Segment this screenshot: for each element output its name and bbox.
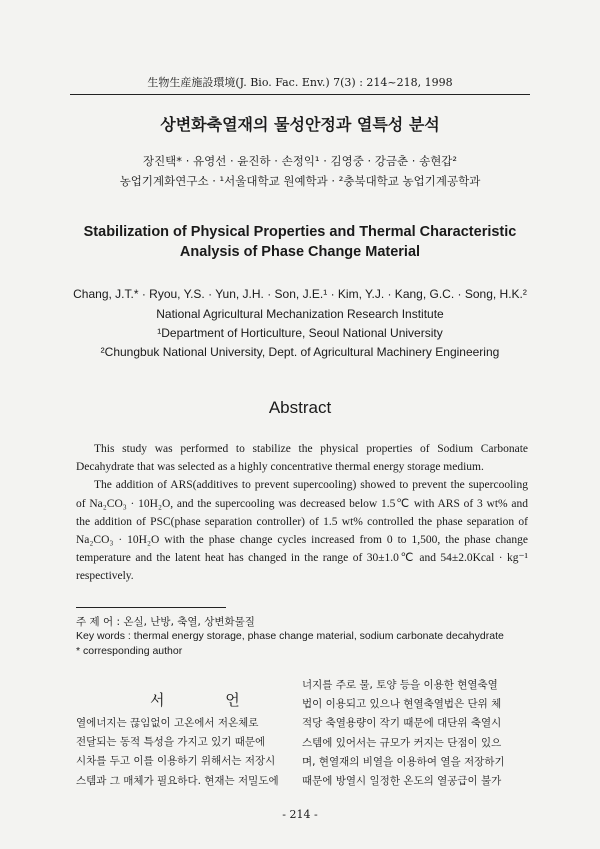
journal-header: 生物生産施設環境(J. Bio. Fac. Env.) 7(3) : 214~218, 1998 <box>147 76 453 89</box>
left-line-3: 시차를 두고 이를 이용하기 위해서는 저장시 <box>76 755 276 768</box>
left-line-1: 열에너지는 끊임없이 고온에서 저온체로 <box>76 717 259 729</box>
corresponding-author-note: * corresponding author <box>76 645 183 657</box>
english-affiliation-3: ²Chungbuk National University, Dept. of Agricultural Machinery Engineering <box>100 345 500 359</box>
header-rule <box>70 94 530 95</box>
korean-title: 상변화축열재의 물성안정과 열특성 분석 <box>160 115 440 134</box>
abstract-body <box>76 440 528 586</box>
keywords-korean: 주 제 어 : 온실, 난방, 축열, 상변화물질 <box>76 616 255 628</box>
english-title-line1: Stabilization of Physical Properties and Thermal Characteristic <box>83 224 517 240</box>
english-affiliation-1: National Agricultural Mechanization Research Institute <box>156 307 444 321</box>
abstract-paragraph-2: The addition of ARS(additives to prevent supercooling) showed to prevent the supercooling of Na₂CO₃ · 10H₂O, and the supercooling was decreased below 1.5℃ with ARS of 3 wt% and the addition of PSC(phase separation controller) of 1.5 wt% controlled the phase separation of Na₂CO₃ · 10H₂O with the phase change cycles increased from 0 to 1,500, the phase change temperature and the latent heat has changed in the range of 30±1.0℃ and 54±2.0Kcal · kg⁻¹ respectively. <box>76 479 528 583</box>
left-line-4: 스템과 그 매체가 필요하다. 현재는 저밀도에 <box>76 774 279 787</box>
introduction-heading: 서 언 <box>150 691 268 709</box>
right-line-3: 적당 축열용량이 작기 때문에 대단위 축열시 <box>302 717 502 730</box>
english-title <box>0 222 600 262</box>
left-column <box>76 714 292 791</box>
abstract-paragraph-1: This study was performed to stabilize the physical properties of Sodium Carbonate Decahydrate that was selected as a highly concentrative thermal energy storage medium. <box>76 443 528 474</box>
korean-authors: 장진택* · 유영선 · 윤진하 · 손정익¹ · 김영중 · 강금춘 · 송현갑² <box>142 154 458 168</box>
korean-affiliations: 농업기계화연구소 · ¹서울대학교 원예학과 · ²충북대학교 농업기계공학과 <box>119 174 481 188</box>
right-line-6: 때문에 방열시 일정한 온도의 열공급이 불가 <box>302 775 502 788</box>
right-column <box>302 676 528 791</box>
english-affiliation-2: ¹Department of Horticulture, Seoul National University <box>157 326 443 340</box>
keywords-english: Key words : thermal energy storage, phase change material, sodium carbonate decahydrate <box>76 630 504 642</box>
right-line-5: 며, 현열재의 비열을 이용하여 열을 저장하기 <box>302 755 505 768</box>
page-number: - 214 - <box>282 808 318 821</box>
abstract-heading: Abstract <box>268 398 332 417</box>
english-authors: Chang, J.T.* · Ryou, Y.S. · Yun, J.H. · Son, J.E.¹ · Kim, Y.J. · Kang, G.C. · Song, H.K.² <box>73 287 527 301</box>
right-line-4: 스템에 있어서는 규모가 커지는 단점이 있으 <box>302 736 502 749</box>
footnote-rule <box>76 607 226 608</box>
right-line-2: 법이 이용되고 있으나 현열축열법은 단위 체 <box>302 698 502 711</box>
right-line-1: 너지를 주로 물, 토양 등을 이용한 현열축열 <box>302 679 498 691</box>
left-line-2: 전달되는 동적 특성을 가지고 있기 때문에 <box>76 736 266 749</box>
english-title-line2: Analysis of Phase Change Material <box>179 244 421 260</box>
